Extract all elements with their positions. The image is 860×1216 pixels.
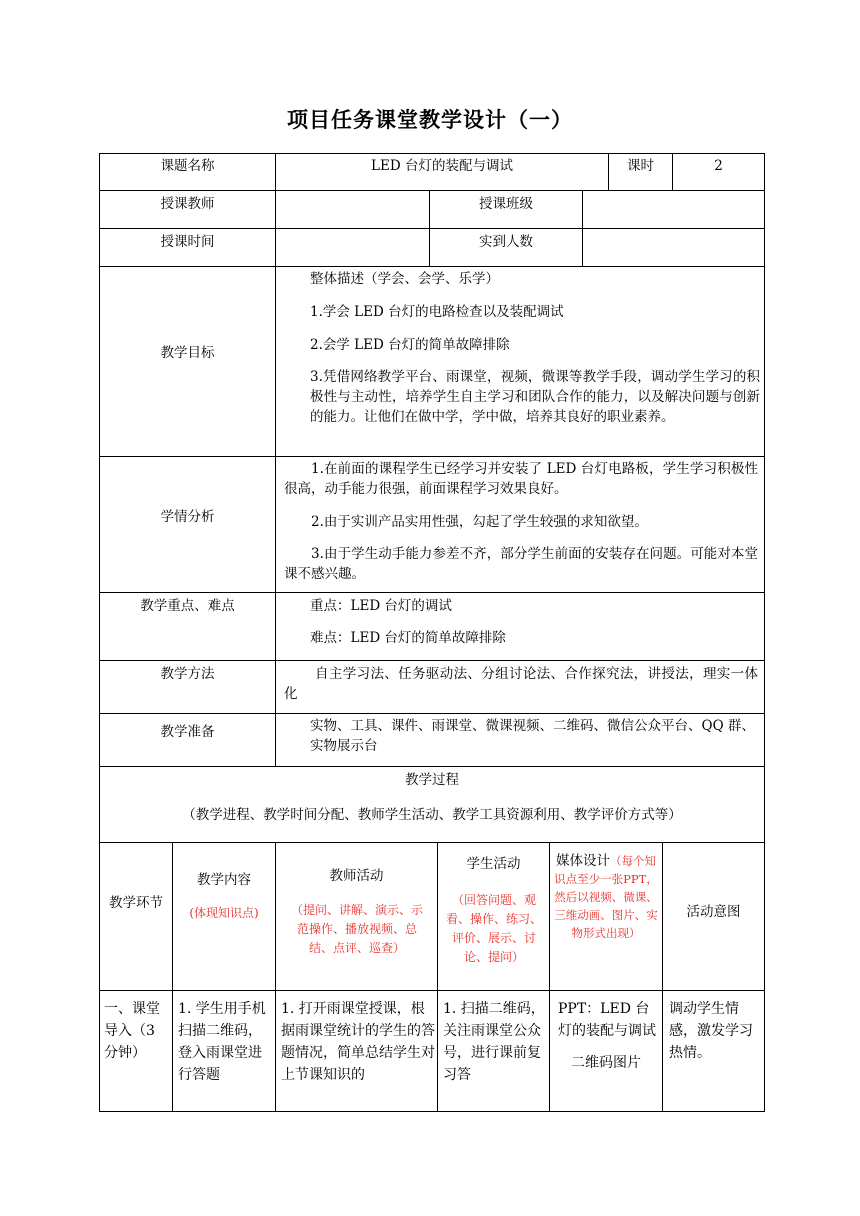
header-media xyxy=(551,852,661,942)
row-student: 1. 扫描二维码，关注雨课堂公众号，进行课前复习答 xyxy=(443,1001,545,1083)
header-stage: 教学环节 xyxy=(109,895,163,911)
table-border-left xyxy=(99,153,100,1112)
header-student-note: （回答问题、观看、操作、练习、评价、展示、讨论、提问） xyxy=(445,893,542,964)
row-line xyxy=(99,456,765,457)
analysis-item: 1.在前面的课程学生已经学习并安装了 LED 台灯电路板，学生学习积极性很高，动手能力很强，前面课程学习效果良好。 xyxy=(284,461,758,497)
header-content-note: (体现知识点) xyxy=(189,906,259,920)
class-label: 授课班级 xyxy=(479,196,533,212)
row-teacher: 1. 打开雨课堂授课，根据雨课堂统计的学生的答题情况，简单总结学生对上节课知识的 xyxy=(281,1001,435,1083)
header-media-note: （每个知识点至少一张PPT，然后以视频、微课、三维动画、图片、实物形式出现） xyxy=(554,854,658,940)
analysis-item: 3.由于学生动手能力参差不齐，部分学生前面的安装存在问题。可能对本堂课不感兴趣。 xyxy=(284,546,758,582)
header-teacher-note: （提问、讲解、演示、示范操作、播放视频、总结、点评、巡查） xyxy=(290,903,423,955)
header-student: 学生活动 xyxy=(466,856,521,872)
time-label: 授课时间 xyxy=(160,234,215,250)
focus-label: 教学重点、难点 xyxy=(140,598,235,614)
row-line xyxy=(99,713,765,714)
preparation-text: 实物、工具、课件、雨课堂、微课视频、二维码、微信公众平台、QQ 群、实物展示台 xyxy=(310,718,755,754)
hours-label: 课时 xyxy=(627,158,654,174)
objective-item: 1.学会 LED 台灯的电路检查以及装配调试 xyxy=(310,304,564,320)
row-line xyxy=(99,766,765,767)
row-line xyxy=(99,228,765,229)
col-line xyxy=(275,153,276,766)
objective-item: 2.会学 LED 台灯的简单故障排除 xyxy=(310,337,510,353)
table-border-right xyxy=(764,153,765,1112)
row-media-line1: PPT：LED 台灯的装配与调试 xyxy=(558,1001,656,1039)
teacher-label: 授课教师 xyxy=(160,196,215,212)
objective-item: 整体描述（学会、会学、乐学） xyxy=(310,271,499,287)
process-subtitle: （教学进程、教学时间分配、教师学生活动、教学工具资源利用、教学评价方式等） xyxy=(182,807,682,823)
analysis-label: 学情分析 xyxy=(160,509,215,525)
table-border-bottom xyxy=(99,1111,765,1112)
header-teacher: 教师活动 xyxy=(329,868,384,884)
row-line xyxy=(99,660,765,661)
row-purpose: 调动学生情感，激发学习热情。 xyxy=(669,1001,753,1061)
col-line xyxy=(582,190,583,266)
header-media-label: 媒体设计 xyxy=(556,853,610,869)
row-stage: 一、课堂导入（3 分钟） xyxy=(104,1001,160,1061)
course-name-value: LED 台灯的装配与调试 xyxy=(371,158,513,174)
row-line xyxy=(99,266,765,267)
objective-item: 3.凭借网络教学平台、雨课堂，视频，微课等教学手段，调动学生学习的积极性与主动性，培养学生自主学习和团队合作的能力，以及解决问题与创新的能力。让他们在做中学，学中做，培养其良好的职业素养。 xyxy=(310,369,760,425)
methods-label: 教学方法 xyxy=(160,666,215,682)
col-line xyxy=(549,842,550,1111)
difficulty-point: 难点：LED 台灯的简单故障排除 xyxy=(310,630,506,646)
row-line xyxy=(99,592,765,593)
hours-value: 2 xyxy=(714,158,723,174)
header-content: 教学内容 xyxy=(197,872,251,888)
document-title: 项目任务课堂教学设计（一） xyxy=(287,108,573,132)
analysis-item: 2.由于实训产品实用性强，勾起了学生较强的求知欲望。 xyxy=(311,514,648,530)
methods-text: 自主学习法、任务驱动法、分组讨论法、合作探究法，讲授法，理实一体化 xyxy=(284,666,758,702)
row-line xyxy=(99,842,765,843)
row-media-line2: 二维码图片 xyxy=(571,1055,641,1071)
table-border-top xyxy=(99,153,765,154)
attendance-label: 实到人数 xyxy=(479,234,533,250)
row-media xyxy=(551,998,661,1074)
key-point: 重点：LED 台灯的调试 xyxy=(310,598,452,614)
objectives-label: 教学目标 xyxy=(160,345,215,361)
row-content: 1. 学生用手机扫描二维码，登入雨课堂进行答题 xyxy=(178,1001,266,1083)
course-name-label: 课题名称 xyxy=(160,158,215,174)
preparation-label: 教学准备 xyxy=(160,724,215,740)
row-line xyxy=(99,990,765,991)
header-purpose: 活动意图 xyxy=(686,904,741,920)
process-title: 教学过程 xyxy=(405,772,459,788)
col-line xyxy=(662,842,663,1111)
row-line xyxy=(99,190,765,191)
col-line xyxy=(437,842,438,1111)
